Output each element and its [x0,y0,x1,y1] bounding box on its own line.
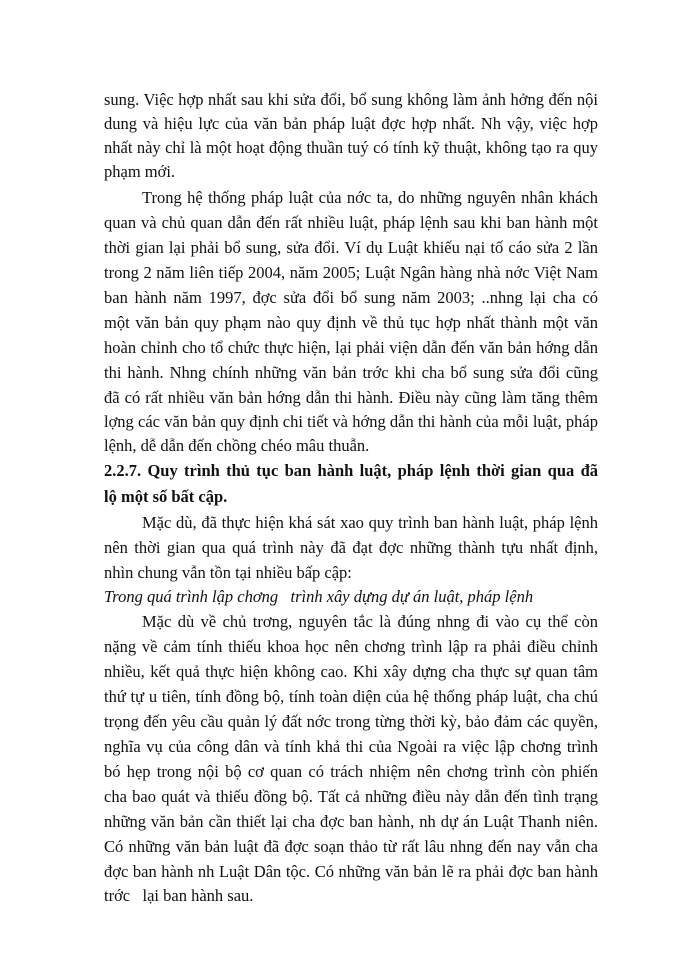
text-line: nặng về cảm tính thiếu khoa học nên chơng trình lập ra phải điều chỉnh [104,637,598,656]
text-line: Trong hệ thống pháp luật của nớc ta, do những nguyên nhân khách [142,188,598,207]
text-line: trọng đến yêu cầu quản lý đất nớc trong từng thời kỳ, bảo đảm các quyền, [104,712,598,731]
text-line: đã có rất nhiều văn bản hớng dẫn thi hành. Điều này cũng làm tăng thêm [104,388,598,407]
text-line: dung và hiệu lực của văn bản pháp luật đợc hợp nhất. Nh vậy, việc hợp [104,114,598,133]
text-line: Có những văn bản luật đã đợc soạn thảo từ rất lâu nhng đến nay vẫn cha [104,837,598,856]
text-line: phạm mới. [104,162,176,181]
text-line: đợc ban hành nh Luật Dân tộc. Có những văn bản lẽ ra phải đợc ban hành [104,862,598,881]
text-line: trớc lại ban hành sau. [104,886,254,905]
text-line: lệnh, dễ dẫn đến chồng chéo mâu thuẫn. [104,436,370,455]
section-heading: lộ một số bất cập. [104,487,228,506]
text-line: nhiều, kết quả thực hiện không cao. Khi xây dựng cha thực sự quan tâm [104,662,598,681]
text-line: hoàn chỉnh cho tổ chức thực hiện, lại phải viện dẫn đến văn bản hớng dẫn [104,338,598,357]
text-line: thứ tự u tiên, tính đồng bộ, tính toàn diện của hệ thống pháp luật, cha chú [104,687,598,706]
text-line: sung. Việc hợp nhất sau khi sửa đổi, bổ sung không làm ảnh hởng đến nội [104,90,598,109]
text-line: Mặc dù về chủ trơng, nguyên tắc là đúng nhng đi vào cụ thể còn [142,612,598,631]
text-line: thời gian lại phải bổ sung, sửa đổi. Ví dụ Luật khiếu nại tố cáo sửa 2 lần [104,238,598,257]
text-line: nghĩa vụ của công dân và tính khả thi của Ngoài ra việc lập chơng trình [104,737,598,756]
text-line: ban hành năm 1997, đợc sửa đổi bổ sung năm 2003; ..nhng lại cha có [104,288,598,307]
italic-subheading: Trong quá trình lập chơng trình xây dựng dự án luật, pháp lệnh [104,587,534,606]
text-line: một văn bản quy phạm nào quy định về thủ tục hợp nhất thành một văn [104,313,598,332]
text-line: quan và chủ quan dẫn đến rất nhiều luật, pháp lệnh sau khi ban hành một [104,213,598,232]
text-line: lợng các văn bản quy định chi tiết và hớng dẫn thi hành của mỗi luật, pháp [104,412,598,431]
text-line: cha bao quát và thiếu đồng bộ. Tất cả những điều này dẫn đến tình trạng [104,787,598,806]
text-line: thi hành. Nhng chính những văn bản trớc khi cha bổ sung sửa đổi cũng [104,363,598,382]
text-line: trong 2 năm liên tiếp 2004, năm 2005; Luật Ngân hàng nhà nớc Việt Nam [104,263,598,282]
text-line: bó hẹp trong nội bộ cơ quan có trách nhiệm nên chơng trình còn phiến [104,762,598,781]
text-line: nhìn chung vẫn tồn tại nhiều bấp cập: [104,563,352,582]
section-heading: 2.2.7. Quy trình thủ tục ban hành luật, pháp lệnh thời gian qua đã [104,461,598,480]
text-line: nên thời gian qua quá trình này đã đạt đợc những thành tựu nhất định, [104,538,598,557]
text-line: nhất này chỉ là một hoạt động thuần tuý có tính kỹ thuật, không tạo ra quy [104,138,598,157]
text-line: những văn bản cần thiết lại cha đợc ban hành, nh dự án Luật Thanh niên. [104,812,598,831]
text-line: Mặc dù, đã thực hiện khá sát xao quy trình ban hành luật, pháp lệnh [142,513,598,532]
